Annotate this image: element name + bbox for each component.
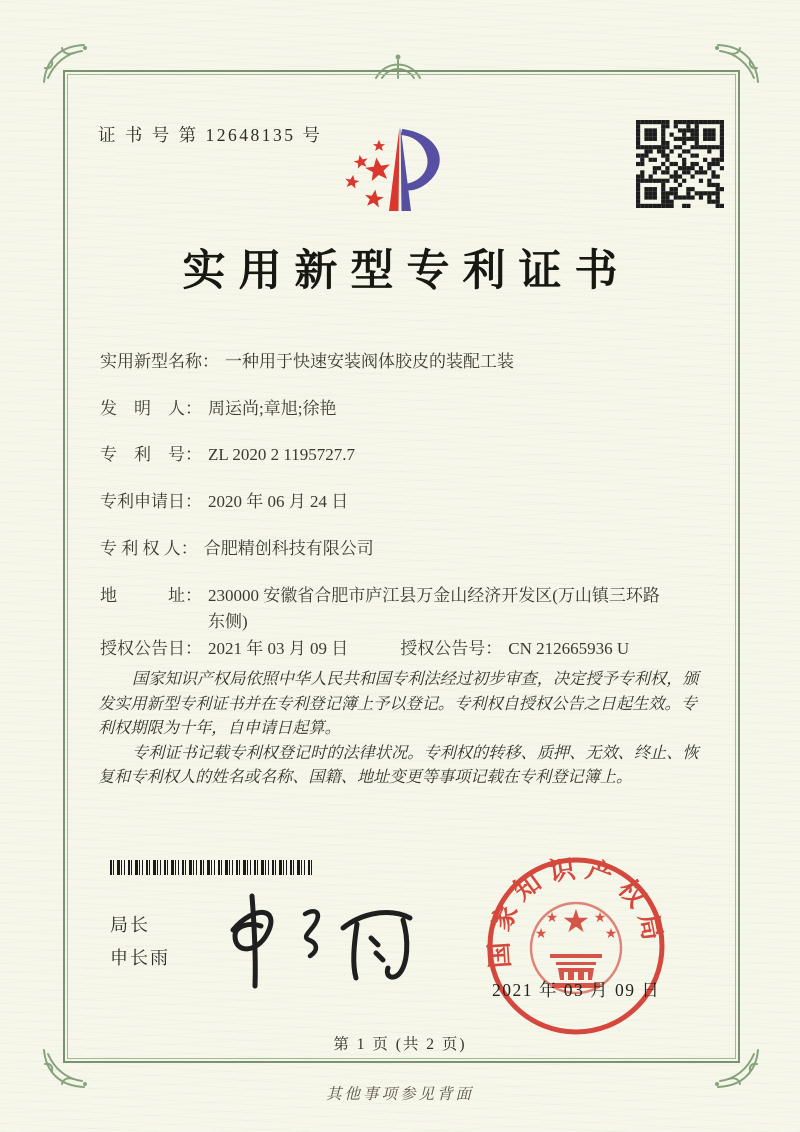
field-value: 周运尚;章旭;徐艳 (208, 399, 337, 418)
field-row-name (100, 349, 712, 375)
field-label: 地 址： (100, 586, 202, 605)
legal-paragraph-1: 国家知识产权局依照中华人民共和国专利法经过初步审查，决定授予专利权，颁发实用新型专利证书并在专利登记簿上予以登记。专利权自授权公告之日起生效。专利权期限为十年，自申请日起算。 (98, 670, 699, 738)
signature (205, 882, 435, 990)
field-value: 一种用于快速安装阀体胶皮的装配工装 (225, 352, 514, 371)
cnipa-logo-icon (328, 110, 478, 228)
field-label: 专 利 权 人： (100, 539, 198, 558)
signer-name: 申长雨 (110, 948, 170, 968)
svg-text:★: ★ (545, 911, 559, 926)
field-value: CN 212665936 U (508, 639, 630, 658)
certificate-title: 实用新型专利证书 (182, 248, 631, 295)
field-label: 授权公告号： (400, 639, 503, 658)
field-value: 230000 安徽省合肥市庐江县万金山经济开发区(万山镇三环路东侧) (208, 586, 660, 631)
official-seal (478, 848, 674, 1044)
barcode (110, 860, 313, 875)
svg-text:★: ★ (534, 927, 548, 942)
field-row-filing-date (100, 489, 712, 515)
seal-text: 国家知识产权局 (484, 853, 669, 970)
field-label: 发 明 人： (100, 399, 202, 418)
field-label: 授权公告日： (100, 639, 202, 658)
field-label: 实用新型名称： (100, 352, 219, 371)
field-row-inventors (100, 396, 712, 422)
field-row-grant (100, 636, 712, 662)
field-value: ZL 2020 2 1195727.7 (208, 445, 356, 464)
field-label: 专利申请日： (100, 492, 202, 511)
field-label: 专 利 号： (100, 445, 202, 464)
page-info: 第 1 页 (共 2 页) (333, 1036, 467, 1053)
field-value: 合肥精创科技有限公司 (203, 539, 374, 558)
svg-text:★: ★ (593, 911, 607, 926)
field-value: 2020 年 06 月 24 日 (208, 492, 349, 511)
field-row-patent-number (100, 442, 712, 468)
field-value: 2021 年 03 月 09 日 (208, 639, 349, 658)
qr-code (636, 120, 724, 208)
field-row-address (100, 583, 712, 635)
legal-text (98, 667, 704, 790)
signer-title: 局长 (110, 915, 150, 935)
certificate-number: 证 书 号 第 12648135 号 (98, 125, 323, 145)
field-row-patentee (100, 536, 712, 562)
back-note: 其他事项参见背面 (325, 1086, 474, 1103)
legal-paragraph-2: 专利证书记载专利权登记时的法律状况。专利权的转移、质押、无效、终止、恢复和专利权人的姓名或名称、国籍、地址变更等事项记载在专利登记簿上。 (98, 743, 699, 787)
svg-text:★: ★ (561, 903, 591, 939)
svg-text:★: ★ (604, 927, 618, 942)
seal-date: 2021 年 03 月 09 日 (492, 980, 661, 1000)
